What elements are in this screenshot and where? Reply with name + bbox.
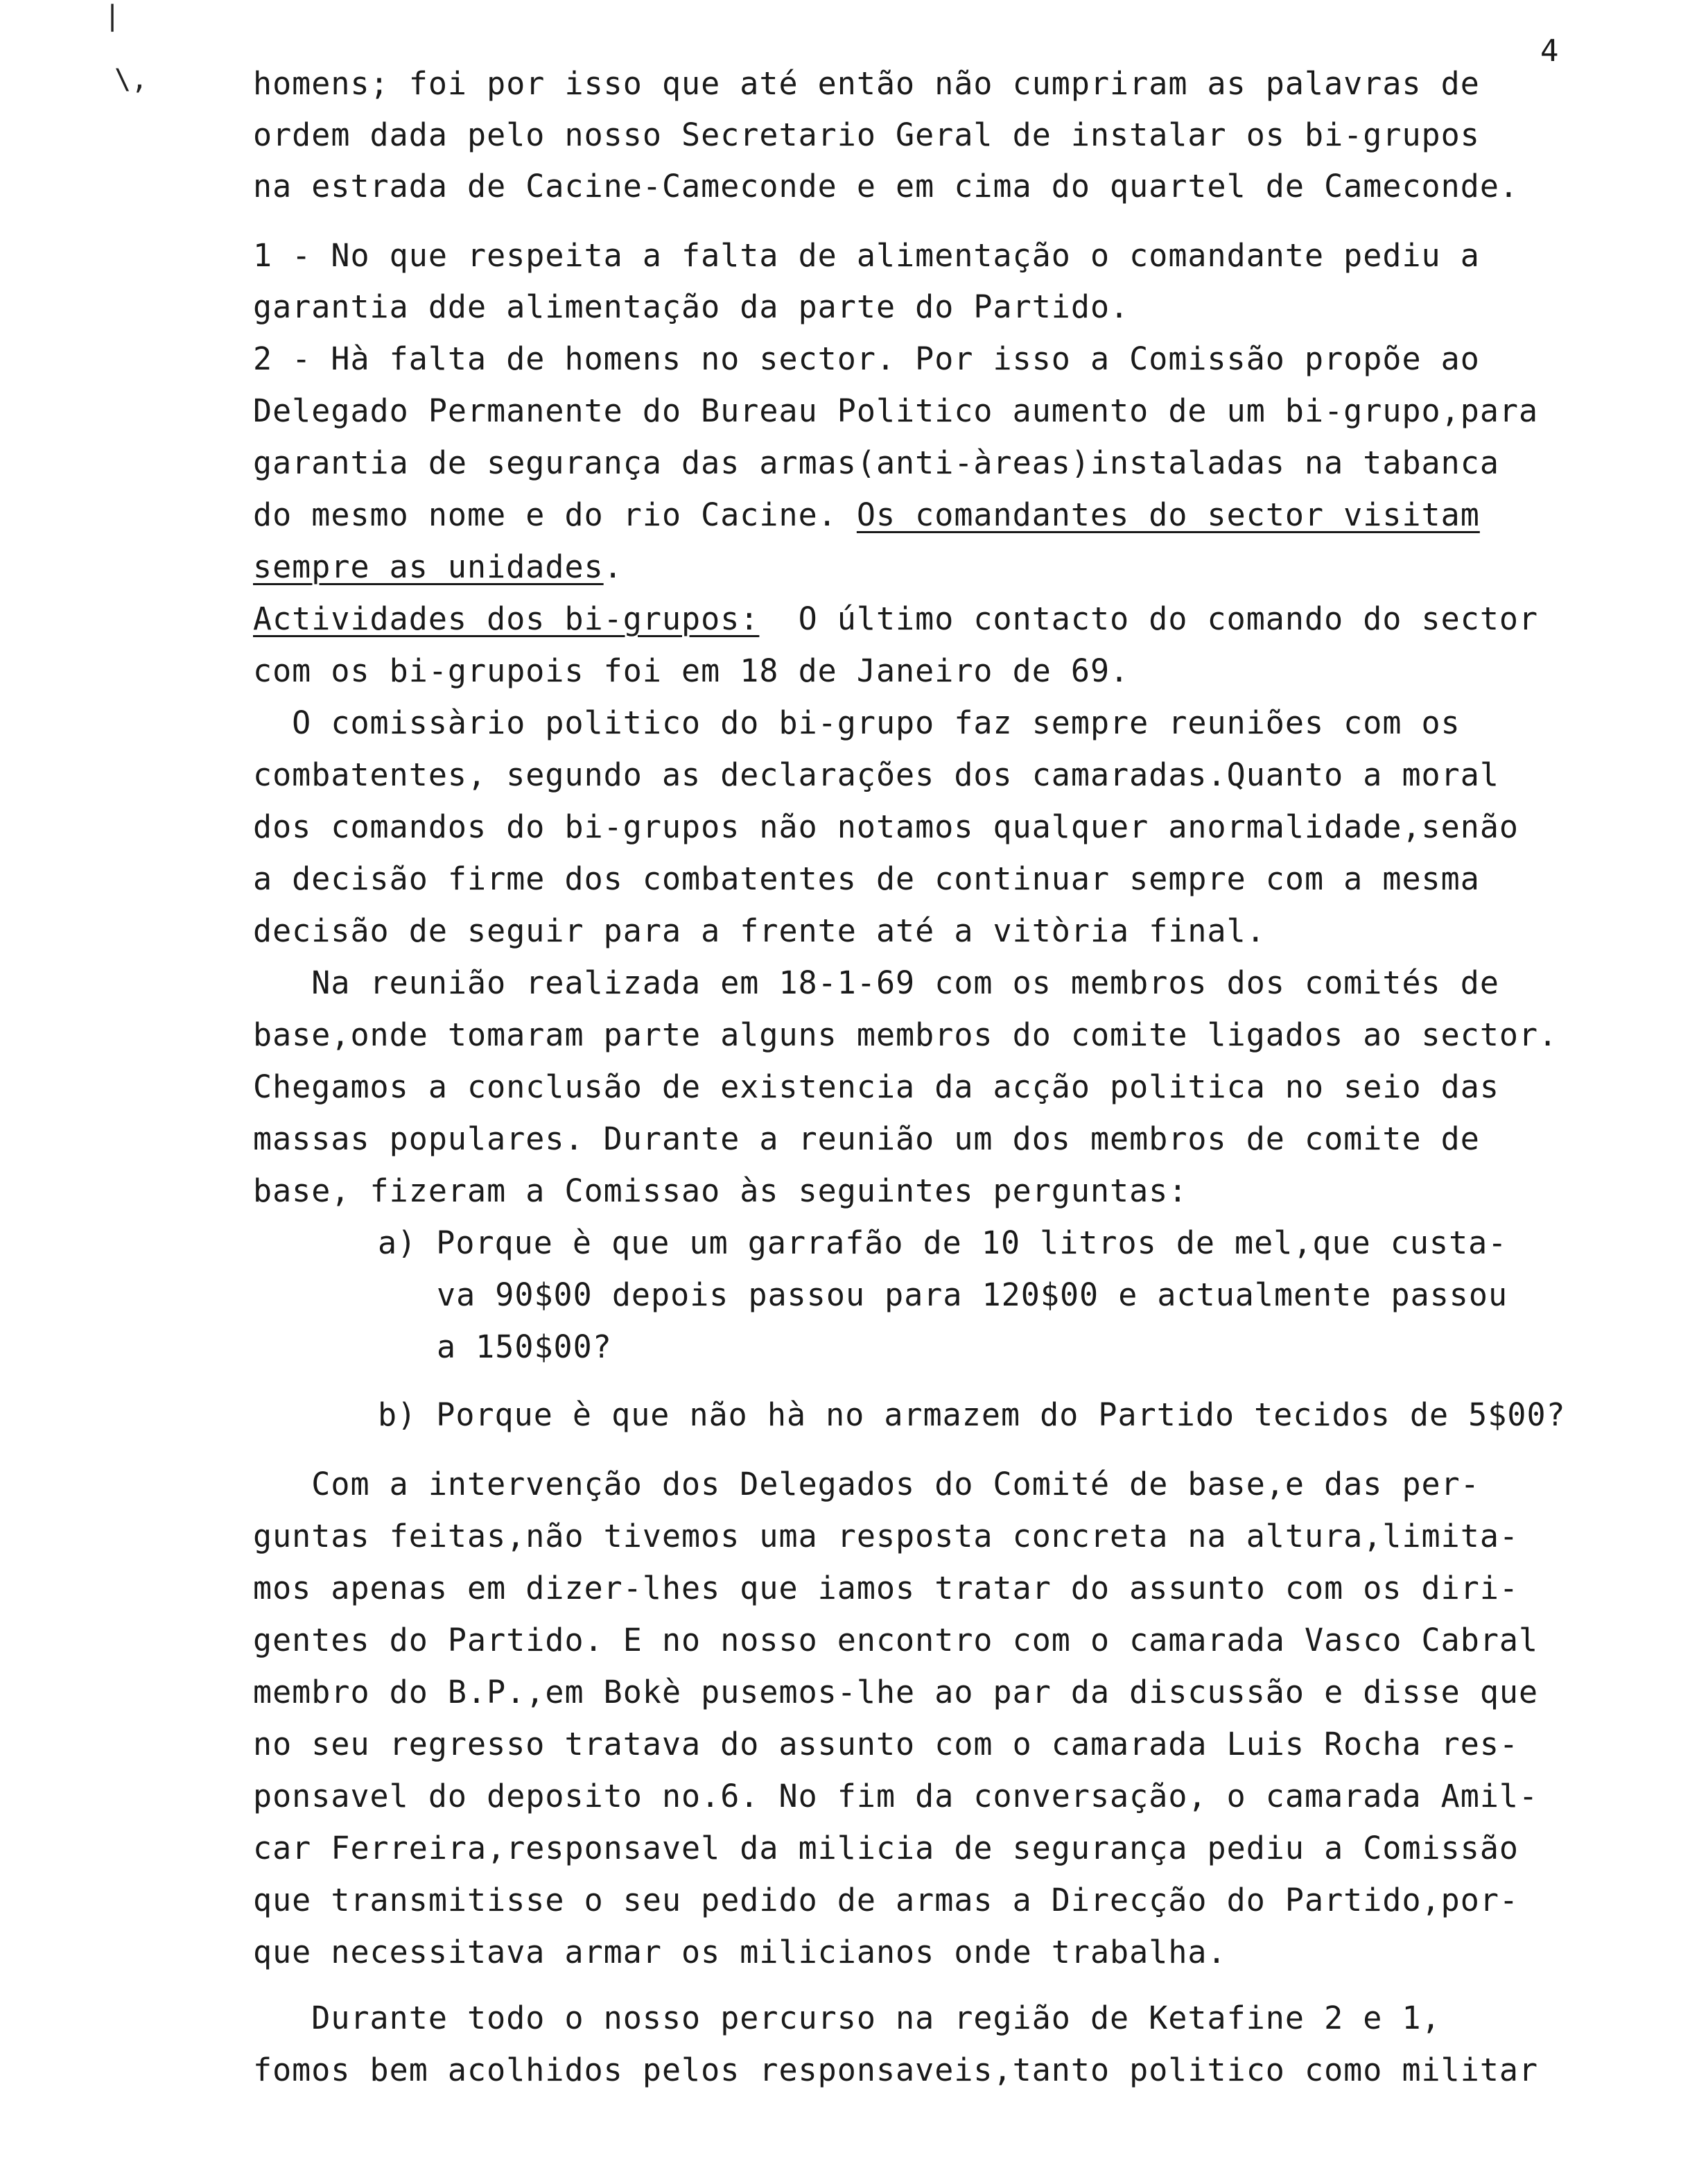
text-line: massas populares. Durante a reunião um dos membros de comite de [253, 1120, 1480, 1157]
text-line: garantia dde alimentação da parte do Partido. [253, 288, 1130, 325]
text-line: ordem dada pelo nosso Secretario Geral de instalar os bi-grupos [253, 116, 1480, 153]
text-line [253, 600, 1539, 637]
text-line [253, 496, 1480, 533]
underlined-text: sempre as unidades [253, 548, 604, 585]
margin-mark: | [104, 0, 121, 32]
underlined-text: Os comandantes do sector visitam [856, 496, 1480, 533]
text-line: na estrada de Cacine-Cameconde e em cima do quartel de Cameconde. [253, 168, 1519, 205]
text-line: membro do B.P.,em Bokè pusemos-lhe ao par da discussão e disse que [253, 1674, 1539, 1710]
section-heading: Actividades dos bi-grupos: [253, 600, 760, 637]
list-item: b) Porque è que não hà no armazem do Partido tecidos de 5$00? [378, 1396, 1566, 1433]
text-line: Delegado Permanente do Bureau Politico aumento de um bi-grupo,para [253, 392, 1539, 429]
text-line: homens; foi por isso que até então não cumpriram as palavras de [253, 65, 1480, 102]
text-line: 2 - Hà falta de homens no sector. Por isso a Comissão propõe ao [253, 340, 1480, 377]
list-item-continuation: a 150$00? [437, 1328, 612, 1365]
text-line: garantia de segurança das armas(anti-àreas)instaladas na tabanca [253, 444, 1499, 481]
text-line: guntas feitas,não tivemos uma resposta concreta na altura,limita- [253, 1518, 1519, 1554]
text-line: que transmitisse o seu pedido de armas a Direcção do Partido,por- [253, 1882, 1519, 1918]
text-line: que necessitava armar os milicianos onde trabalha. [253, 1934, 1227, 1970]
text-line: com os bi-grupois foi em 18 de Janeiro de 69. [253, 652, 1130, 689]
text-segment: do mesmo nome e do rio Cacine. [253, 496, 857, 533]
text-line: Com a intervenção dos Delegados do Comité de base,e das per- [253, 1466, 1480, 1502]
text-line: 1 - No que respeita a falta de alimentação o comandante pediu a [253, 237, 1480, 274]
margin-mark: \, [114, 64, 148, 96]
text-line: decisão de seguir para a frente até a vitòria final. [253, 912, 1266, 949]
list-item: a) Porque è que um garrafão de 10 litros de mel,que custa- [378, 1224, 1508, 1261]
list-item-continuation: va 90$00 depois passou para 120$00 e actualmente passou [437, 1276, 1508, 1313]
text-line: Na reunião realizada em 18-1-69 com os membros dos comités de [253, 964, 1499, 1001]
text-line: base, fizeram a Comissao às seguintes perguntas: [253, 1172, 1188, 1209]
text-line: gentes do Partido. E no nosso encontro com o camarada Vasco Cabral [253, 1622, 1539, 1658]
text-line [253, 548, 623, 585]
text-line: a decisão firme dos combatentes de continuar sempre com a mesma [253, 860, 1480, 897]
text-line: fomos bem acolhidos pelos responsaveis,tanto politico como militar [253, 2052, 1539, 2088]
text-segment: O último contacto do comando do sector [759, 600, 1539, 637]
text-line: Durante todo o nosso percurso na região de Ketafine 2 e 1, [253, 2000, 1441, 2036]
text-line: car Ferreira,responsavel da milicia de segurança pediu a Comissão [253, 1830, 1519, 1866]
text-line: Chegamos a conclusão de existencia da acção politica no seio das [253, 1068, 1499, 1105]
text-line: dos comandos do bi-grupos não notamos qualquer anormalidade,senão [253, 808, 1519, 845]
text-line: no seu regresso tratava do assunto com o camarada Luis Rocha res- [253, 1726, 1519, 1762]
text-line: ponsavel do deposito no.6. No fim da conversação, o camarada Amil- [253, 1778, 1539, 1814]
text-line: combatentes, segundo as declarações dos camaradas.Quanto a moral [253, 756, 1499, 793]
text-line: base,onde tomaram parte alguns membros do comite ligados ao sector. [253, 1016, 1558, 1053]
text-line: mos apenas em dizer-lhes que iamos tratar do assunto com os diri- [253, 1570, 1519, 1606]
page-number: 4 [1540, 33, 1559, 69]
text-line: O comissàrio politico do bi-grupo faz sempre reuniões com os [253, 704, 1461, 741]
text-segment: . [603, 548, 623, 585]
